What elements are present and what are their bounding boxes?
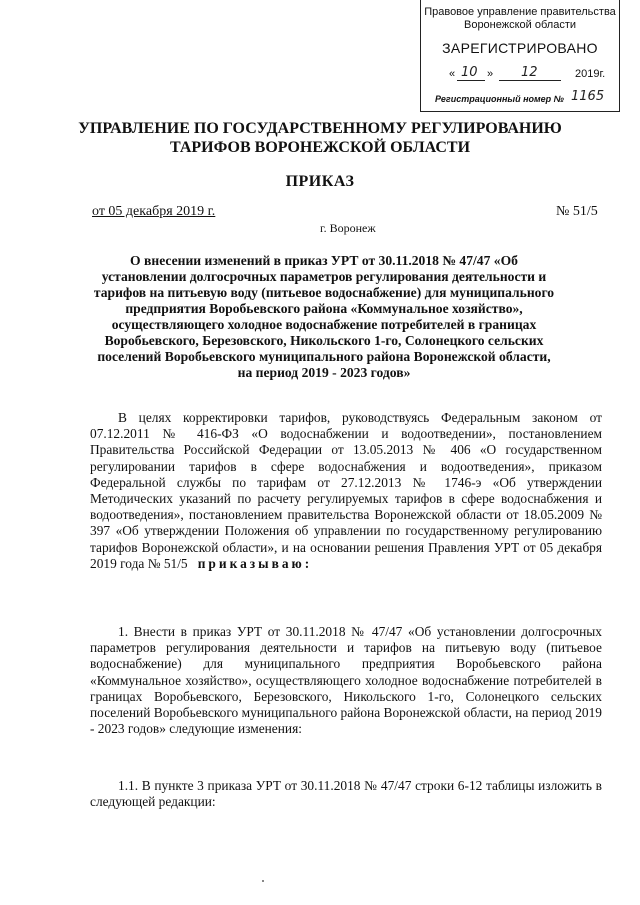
- stamp-month: 12: [521, 65, 538, 80]
- stamp-date: [449, 67, 609, 83]
- clause-1: 1. Внести в приказ УРТ от 30.11.2018 № 47/47 «Об установлении долгосрочных параметров регулирования деятельности и тарифов на питьевую воду (питьевое водоснабжение) для муниципального предприятия Воробьевского района «Коммунальное хозяйство», осуществляющего холодное водоснабжение потребителей в границах Воробьевского, Березовского, Никольского 1-го, Солонецкого сельских поселений Воробьевского муниципального района Воронежской области, на период 2019 - 2023 годов» следующие изменения:: [90, 624, 602, 737]
- order-word: приказываю:: [197, 555, 313, 571]
- registration-stamp: [420, 0, 620, 112]
- document-date: от 05 декабря 2019 г.: [92, 204, 216, 219]
- stamp-year: 2019г.: [575, 68, 606, 80]
- agency-name-line1: УПРАВЛЕНИЕ ПО ГОСУДАРСТВЕННОМУ РЕГУЛИРОВАНИЮ: [78, 120, 562, 137]
- document-city: г. Воронеж: [320, 221, 376, 235]
- agency-name-line2: ТАРИФОВ ВОРОНЕЖСКОЙ ОБЛАСТИ: [169, 139, 471, 156]
- stamp-date-open: «: [449, 68, 456, 80]
- stamp-day-line: [457, 80, 485, 81]
- clause-1-1: 1.1. В пункте 3 приказа УРТ от 30.11.2018 № 47/47 строки 6-12 таблицы изложить в следующей редакции:: [90, 778, 602, 810]
- preamble-paragraph: [90, 410, 602, 572]
- preamble-text: В целях корректировки тарифов, руководствуясь Федеральным законом от 07.12.2011 № 416-ФЗ «О водоснабжении и водоотведении», постановлением Правительства Российской Федерации от 13.05.2013 № 406 «О государственном регулировании тарифов в сфере водоснабжения и водоотведения», приказом Федеральной службы по тарифам от 27.12.2013 № 1746-э «Об утверждении Методических указаний по расчету регулируемых тарифов в сфере водоснабжения и водоотведения», постановлением правительства Воронежской области от 18.05.2009 № 397 «Об утверждении Положения об управлении по государственному регулированию тарифов Воронежской области», и на основании решения Правления УРТ от 05 декабря 2019 года № 51/5: [90, 410, 602, 571]
- stamp-reg-number: 1165: [571, 89, 605, 104]
- stamp-month-line: [499, 80, 561, 81]
- scan-speck: [262, 880, 264, 882]
- stamp-organization: Правовое управление правительства Воронежской области: [424, 6, 616, 31]
- stamp-status: ЗАРЕГИСТРИРОВАНО: [442, 40, 598, 56]
- stamp-reg-label: Регистрационный номер №: [435, 94, 564, 104]
- document-subject: О внесении изменений в приказ УРТ от 30.11.2018 № 47/47 «Об установлении долгосрочных параметров регулирования деятельности и тарифов на питьевую воду (питьевое водоснабжение) для муниципального предприятия Воробьевского района «Коммунальное хозяйство», осуществляющего холодное водоснабжение потребителей в границах Воробьевского, Березовского, Никольского 1-го, Солонецкого сельских поселений Воробьевского муниципального района Воронежской области, на период 2019 - 2023 годов»: [93, 253, 555, 380]
- document-number: № 51/5: [556, 204, 598, 219]
- stamp-date-close: »: [487, 68, 494, 80]
- document-type: ПРИКАЗ: [285, 173, 355, 190]
- stamp-day: 10: [461, 65, 478, 80]
